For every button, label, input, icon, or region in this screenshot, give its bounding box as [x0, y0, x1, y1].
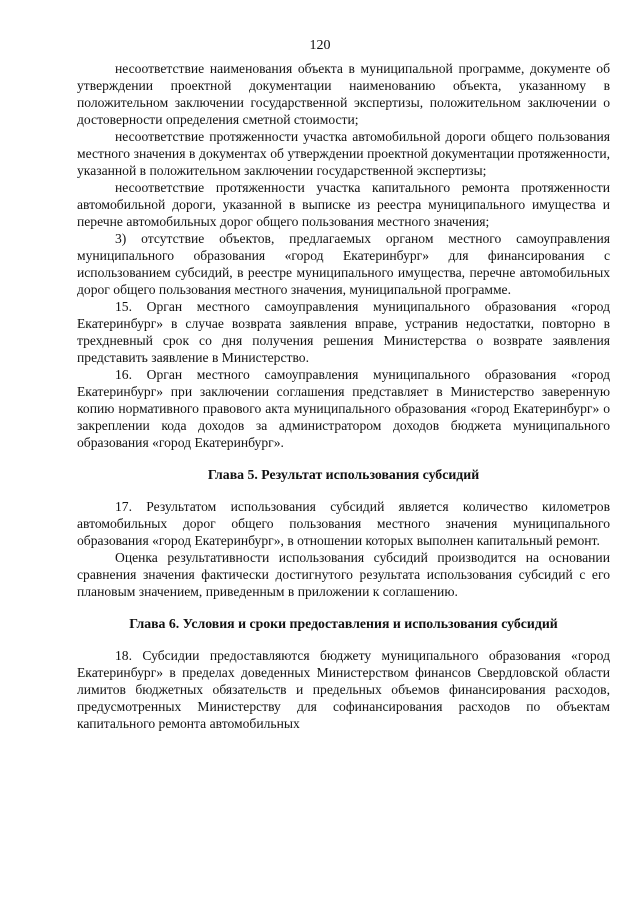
document-body: [77, 60, 610, 732]
chapter-5-heading: Глава 5. Результат использования субсидий: [207, 467, 480, 482]
paragraph: 17. Результатом использования субсидий является количество километров автомобильных дорог общего пользования местного значения муниципального образования «город Екатеринбург», в отношении которых выполнен капитальный ремонт.: [77, 499, 610, 548]
paragraph: 18. Субсидии предоставляются бюджету муниципального образования «город Екатеринбург» в пределах доведенных Министерством финансов Свердловской области лимитов бюджетных обязательств и предельных объемов финансирования расходов, предусмотренных Министерству для софинансирования расходов по объектам капитального ремонта автомобильных: [77, 648, 610, 731]
paragraph: несоответствие протяженности участка капитального ремонта протяженности автомобильной дороги, указанной в выписке из реестра муниципального имущества и перечне автомобильных дорог общего пользования местного значения;: [77, 180, 610, 229]
paragraph: Оценка результативности использования субсидий производится на основании сравнения значения фактически достигнутого результата использования субсидий с его плановым значением, приведенным в приложении к соглашению.: [77, 550, 610, 599]
paragraph: 16. Орган местного самоуправления муниципального образования «город Екатеринбург» при заключении соглашения представляет в Министерство заверенную копию нормативного правового акта муниципального образования «город Екатеринбург» о закреплении кода доходов за администратором доходов бюджета муниципального образования «город Екатеринбург».: [77, 367, 610, 450]
page-number: 120: [309, 38, 331, 53]
chapter-6-heading: Глава 6. Условия и сроки предоставления и использования субсидий: [129, 616, 558, 631]
paragraph: несоответствие наименования объекта в муниципальной программе, документе об утверждении проектной документации наименованию объекта, указанному в положительном заключении государственной экспертизы, положительном заключении о достоверности определения сметной стоимости;: [77, 61, 610, 127]
paragraph: 15. Орган местного самоуправления муниципального образования «город Екатеринбург» в случае возврата заявления вправе, устранив недостатки, повторно в трехдневный срок со дня получения решения Министерства о возврате заявления представить заявление в Министерство.: [77, 299, 610, 365]
paragraph: несоответствие протяженности участка автомобильной дороги общего пользования местного значения в документах об утверждении проектной документации протяженности, указанной в положительном заключении государственной экспертизы;: [77, 129, 610, 178]
paragraph: 3) отсутствие объектов, предлагаемых органом местного самоуправления муниципального образования «город Екатеринбург» для финансирования с использованием субсидий, в реестре муниципального имущества, перечне автомобильных дорог общего пользования местного значения, муниципальной программе.: [77, 231, 610, 297]
